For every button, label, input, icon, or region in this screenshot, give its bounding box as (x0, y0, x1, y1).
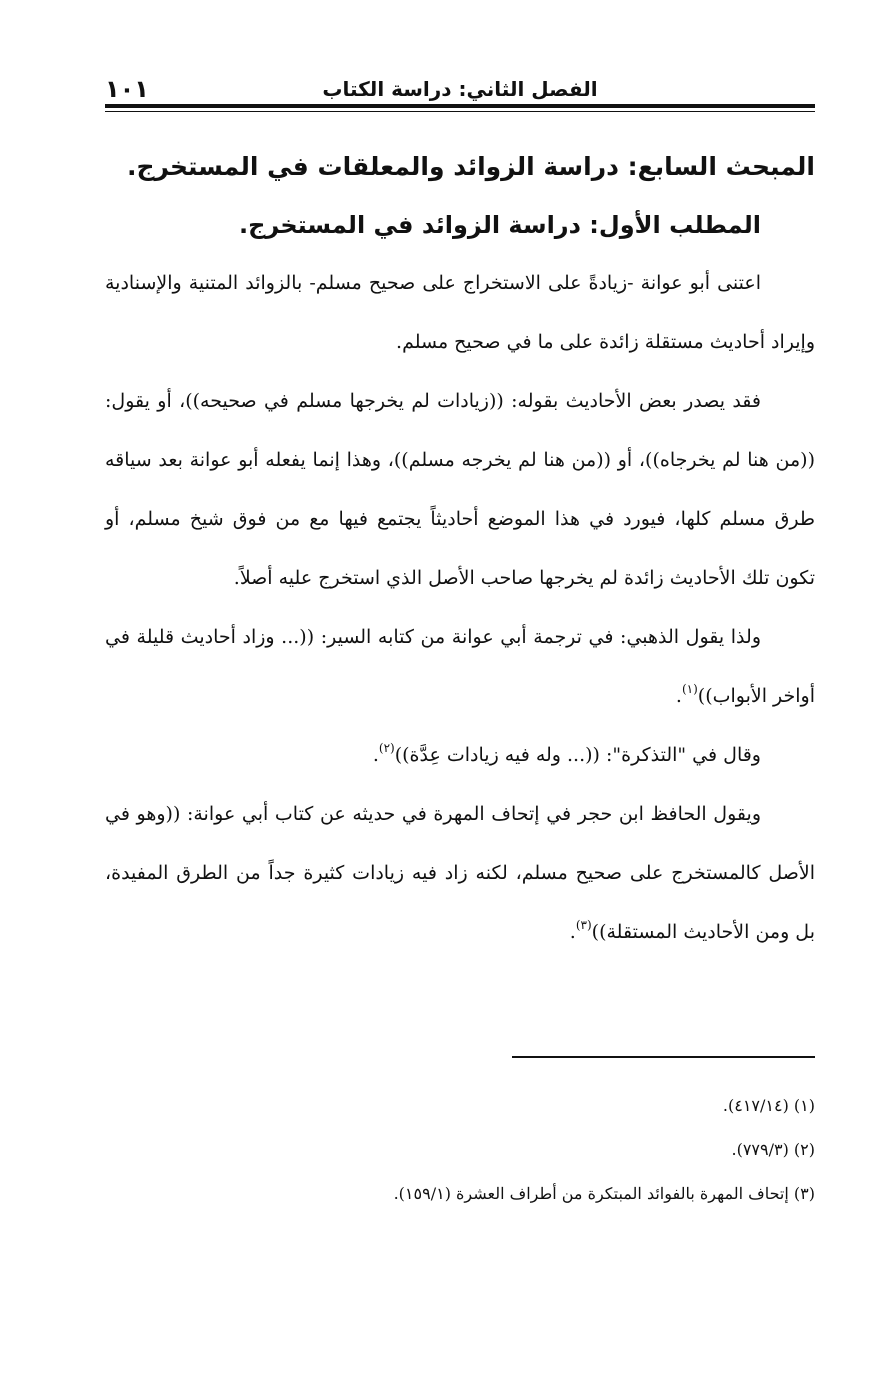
footnote-ref-1[interactable]: (١) (681, 682, 698, 696)
footnote-ref-3[interactable]: (٣) (575, 918, 592, 932)
paragraph-text: وقال في "التذكرة": ((... وله فيه زيادات عِدَّة)) (394, 744, 761, 766)
paragraph-3 (105, 608, 815, 726)
paragraph-end-mark: . (569, 921, 576, 943)
footnote-1: (١) (٤١٧/١٤). (722, 1096, 815, 1115)
main-content (105, 138, 815, 962)
paragraph-2 (105, 372, 815, 608)
paragraph-text: ولذا يقول الذهبي: في ترجمة أبي عوانة من كتابه السير: ((... وزاد أحاديث قليلة في أواخر الأبواب)) (105, 626, 815, 707)
footnotes (105, 1084, 815, 1216)
paragraph-end-mark: . (675, 685, 682, 707)
page-header (105, 72, 815, 106)
paragraph-1 (105, 254, 815, 372)
footnote-ref-2[interactable]: (٢) (378, 741, 395, 755)
section-title: المبحث السابع: دراسة الزوائد والمعلقات في المستخرج. (126, 152, 815, 181)
paragraph-text: اعتنى أبو عوانة -زيادةً على الاستخراج على صحيح مسلم- بالزوائد المتنية والإسنادية وإيراد أحاديث مستقلة زائدة على ما في صحيح مسلم. (105, 272, 815, 353)
page-number: ١٠١ (105, 75, 149, 103)
subsection-title: المطلب الأول: دراسة الزوائد في المستخرج. (238, 211, 761, 239)
paragraph-5 (105, 785, 815, 962)
footnote-3: (٣) إتحاف المهرة بالفوائد المبتكرة من أطراف العشرة (١٥٩/١). (393, 1184, 815, 1203)
footnote-2: (٢) (٧٧٩/٣). (731, 1140, 815, 1159)
paragraph-text: ويقول الحافظ ابن حجر في إتحاف المهرة في حديثه عن كتاب أبي عوانة: ((وهو في الأصل كالمستخرج على صحيح مسلم، لكنه زاد فيه زيادات كثيرة جداً من الطرق المفيدة، بل ومن الأحاديث المستقلة)) (105, 803, 815, 943)
footnote-separator (512, 1056, 815, 1058)
paragraph-text: فقد يصدر بعض الأحاديث بقوله: ((زيادات لم يخرجها مسلم في صحيحه))، أو يقول: ((من هنا لم يخرجاه))، أو ((من هنا لم يخرجه مسلم))، وهذا إنما يفعله أبو عوانة بعد سياقه طرق مسلم كلها، فيورد في هذا الموضع أحاديثاً يجتمع فيها مع من فوق شيخ مسلم، أو تكون تلك الأحاديث زائدة لم يخرجها صاحب الأصل الذي استخرج عليه أصلاً. (105, 390, 815, 589)
header-rule-thick (105, 104, 815, 108)
paragraph-4 (105, 726, 815, 785)
header-rule-thin (105, 111, 815, 112)
running-title: الفصل الثاني: دراسة الكتاب (322, 77, 598, 101)
paragraph-end-mark: . (372, 744, 379, 766)
